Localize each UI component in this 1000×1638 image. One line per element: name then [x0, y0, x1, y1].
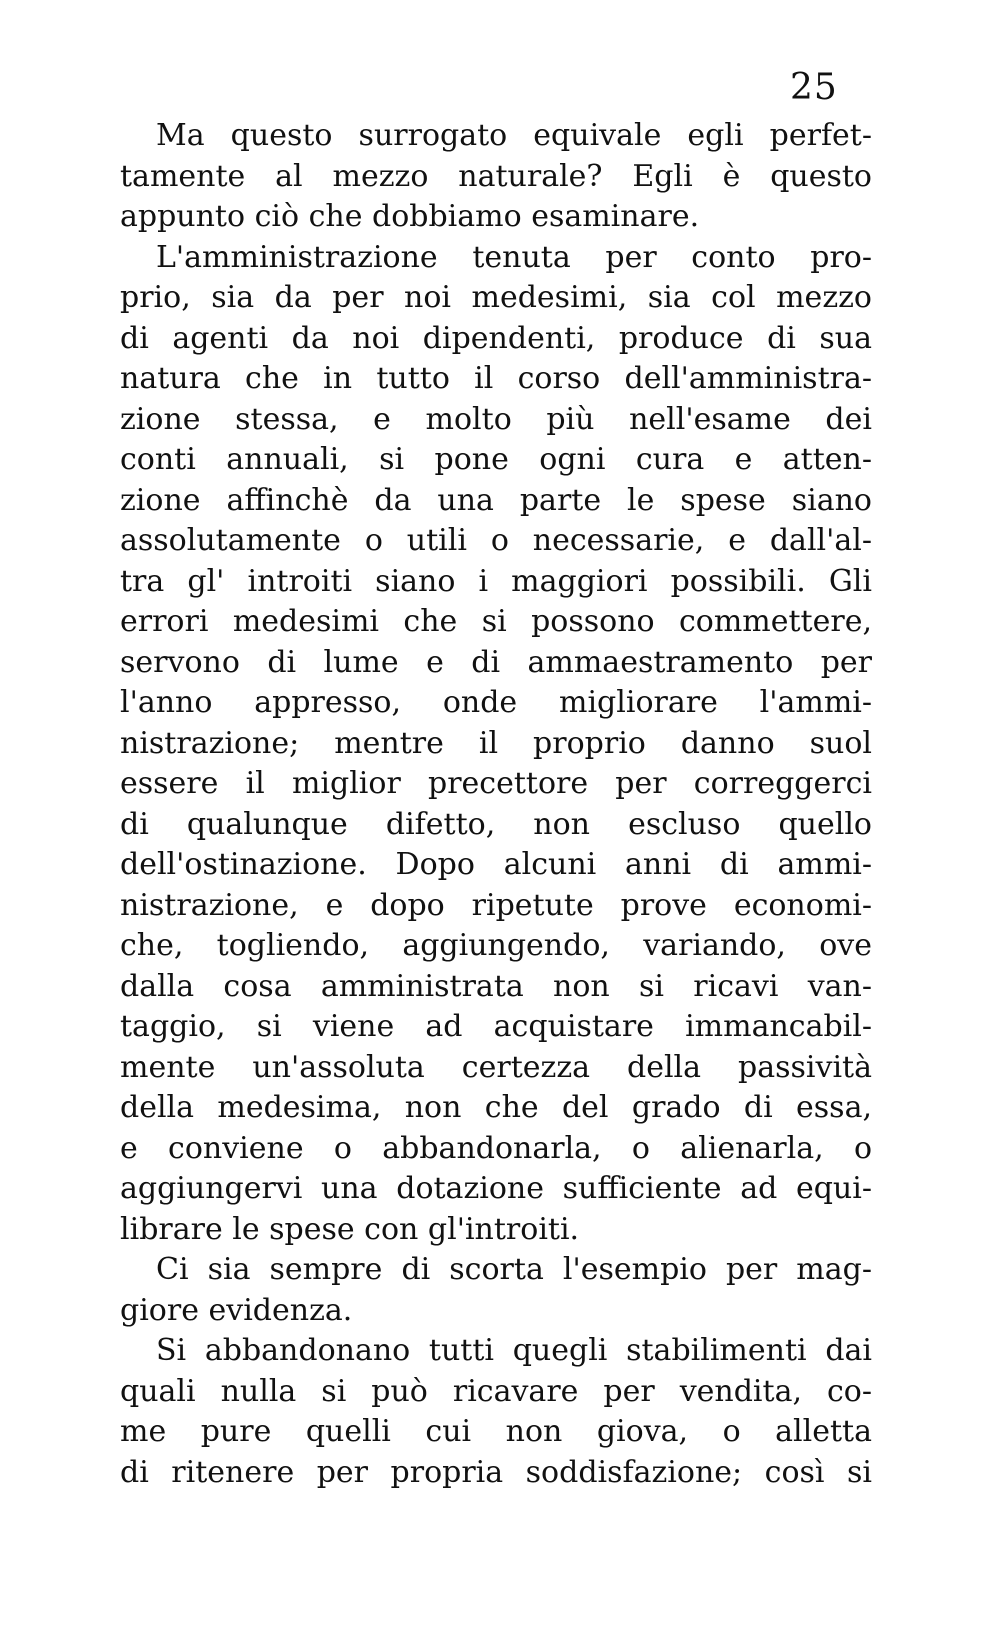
text-line: zione affinchè da una parte le spese siano — [120, 482, 872, 518]
text-line: della medesima, non che del grado di essa, — [120, 1090, 872, 1125]
text-line: Ci sia sempre di scorta l'esempio per mag- — [156, 1252, 872, 1287]
text-line: Ma questo surrogato equivale egli perfet- — [156, 118, 872, 153]
text-line: natura che in tutto il corso dell'amministra- — [120, 361, 872, 396]
page-number: 25 — [790, 67, 838, 108]
text-line: conti annuali, si pone ogni cura e atten- — [120, 442, 872, 477]
text-line: giore evidenza. — [120, 1292, 353, 1328]
text-line: nistrazione, e dopo ripetute prove economi- — [120, 887, 872, 923]
text-line: tra gl' introiti siano i maggiori possibili. Gli — [120, 563, 872, 599]
text-line: che, togliendo, aggiungendo, variando, ove — [120, 928, 872, 963]
text-line: appunto ciò che dobbiamo esaminare. — [120, 199, 700, 234]
text-line: di agenti da noi dipendenti, produce di sua — [120, 320, 872, 356]
text-line: librare le spese con gl'introiti. — [120, 1211, 580, 1247]
text-line: errori medesimi che si possono commettere, — [120, 604, 872, 639]
text-line: quali nulla si può ricavare per vendita, co- — [120, 1373, 872, 1409]
text-line: e conviene o abbandonarla, o alienarla, o — [120, 1130, 872, 1166]
text-line: Si abbandonano tutti quegli stabilimenti dai — [156, 1333, 872, 1368]
text-line: mente un'assoluta certezza della passività — [120, 1049, 872, 1085]
text-line: zione stessa, e molto più nell'esame dei — [120, 401, 872, 437]
text-line: l'anno appresso, onde migliorare l'ammi- — [120, 685, 872, 720]
text-line: assolutamente o utili o necessarie, e dall'al- — [120, 523, 872, 558]
text-line: prio, sia da per noi medesimi, sia col mezzo — [120, 280, 872, 315]
text-line: tamente al mezzo naturale? Egli è questo — [120, 158, 872, 194]
text-line: L'amministrazione tenuta per conto pro- — [156, 239, 872, 275]
text-line: me pure quelli cui non giova, o alletta — [120, 1414, 872, 1449]
text-line: taggio, si viene ad acquistare immancabil- — [120, 1009, 872, 1044]
text-line: essere il miglior precettore per correggerci — [120, 766, 872, 801]
text-line: di ritenere per propria soddisfazione; così si — [120, 1454, 872, 1490]
text-line: dalla cosa amministrata non si ricavi van- — [120, 968, 872, 1004]
page-text-body — [120, 116, 872, 1493]
text-line: di qualunque difetto, non escluso quello — [120, 806, 872, 842]
text-line: aggiungervi una dotazione sufficiente ad equi- — [120, 1171, 872, 1206]
text-line: nistrazione; mentre il proprio danno suol — [120, 725, 872, 761]
text-line: dell'ostinazione. Dopo alcuni anni di ammi- — [120, 847, 872, 882]
text-line: servono di lume e di ammaestramento per — [120, 644, 872, 680]
